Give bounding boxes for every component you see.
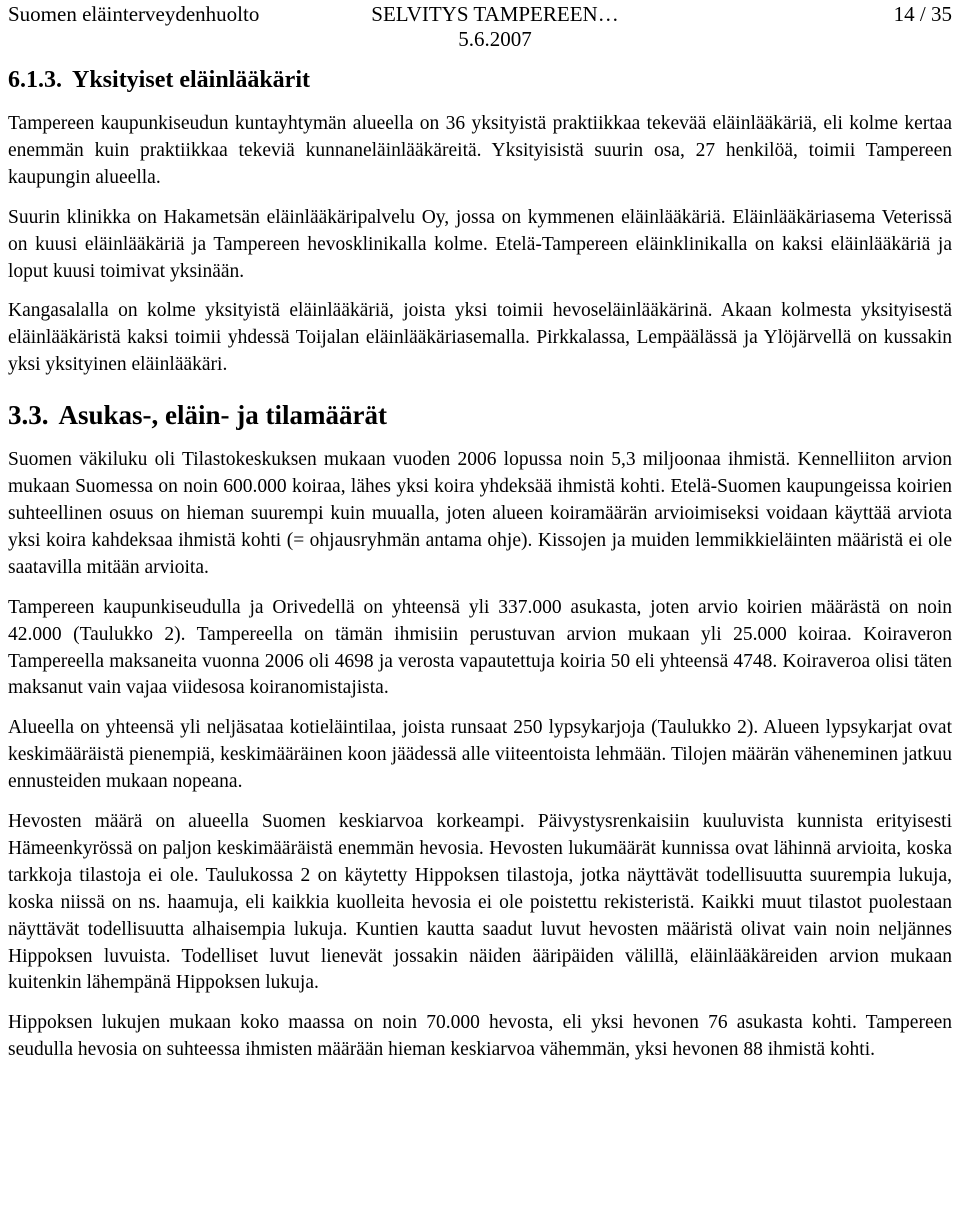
paragraph: Suurin klinikka on Hakametsän eläinlääkäripalvelu Oy, jossa on kymmenen eläinlääkäriä. Eläinlääkäriasema Veterissä on kuusi eläinlääkäriä ja Tampereen hevosklinikalla kolme. Etelä-Tampereen eläinklinikalla on kaksi eläinlääkäriä ja loput kuusi toimivat yksinään. [8, 206, 952, 282]
paragraph: Suomen väkiluku oli Tilastokeskuksen mukaan vuoden 2006 lopussa noin 5,3 miljoonaa ihmistä. Kennelliiton arvion mukaan Suomessa on noin 600.000 koiraa, lähes yksi koira yhdeksää ihmistä kohti. Etelä-Suomen kaupungeissa koirien suhteellinen osuus on hieman suurempi kuin muualla, joten alueen koiramäärän arvioimiseksi voidaan käyttää arviota yksi koira kahdeksaa ihmistä kohti (= ohjausryhmän antama ohje). Kissojen ja muiden lemmikkieläinten määristä ei ole saatavilla mitään arvioita. [8, 449, 952, 578]
paragraph: Tampereen kaupunkiseudun kuntayhtymän alueella on 36 yksityistä praktiikkaa tekevää eläinlääkäriä, eli kolme kertaa enemmän kuin praktiikkaa tekeviä kunnaneläinlääkäreitä. Yksityisistä suurin osa, 27 henkilöä, toimii Tampereen kaupungin alueella. [8, 113, 952, 188]
section-heading-6-1-3 [8, 64, 952, 96]
paragraph: Alueella on yhteensä yli neljäsataa kotieläintilaa, joista runsaat 250 lypsykarjoja (Taulukko 2). Alueen lypsykarjat ovat keskimääräistä pienempiä, keskimääräinen koon jäädessä alle viiteentoista lehmään. Tilojen määrän väheneminen jatkuu ennusteiden mukaan nopeana. [8, 717, 952, 793]
section-heading-3-3 [8, 399, 952, 431]
paragraph: Kangasalalla on kolme yksityistä eläinlääkäriä, joista yksi toimii hevoseläinlääkärinä. Akaan kolmesta yksityisestä eläinlääkäristä kaksi toimii yhdessä Toijalan eläinlääkäriasemalla. Pirkkalassa, Lempäälässä ja Ylöjärvellä on kussakin yksi yksityinen eläinlääkäri. [8, 300, 952, 376]
paragraph: Hippoksen lukujen mukaan koko maassa on noin 70.000 hevosta, eli yksi hevonen 76 asukasta kohti. Tampereen seudulla hevosia on suhteessa ihmisten määrään hieman keskiarvoa vähemmän, yksi hevonen 88 ihmistä kohti. [8, 1012, 952, 1061]
header-report-title: SELVITYS TAMPEREEN… [371, 2, 619, 26]
section-number: 6.1.3. [8, 67, 62, 93]
page-header [8, 0, 952, 60]
paragraph: Tampereen kaupunkiseudulla ja Orivedellä on yhteensä yli 337.000 asukasta, joten arvio koirien määrästä on noin 42.000 (Taulukko 2). Tampereella on tämän ihmisiin perustuvan arvion mukaan yli 25.000 koiraa. Koiraveron Tampereella maksaneita vuonna 2006 oli 4698 ja verosta vapautettuja koiria 50 eli yhteensä 4748. Koiraveroa olisi täten maksanut vain vajaa viidesosa koiranomistajista. [8, 596, 952, 699]
header-organization: Suomen eläinterveydenhuolto [8, 2, 260, 26]
section-title: Asukas-, eläin- ja tilamäärät [58, 400, 387, 431]
section-title: Yksityiset eläinlääkärit [72, 67, 310, 93]
header-page-number: 14 / 35 [893, 2, 952, 26]
header-date: 5.6.2007 [458, 27, 532, 51]
paragraph: Hevosten määrä on alueella Suomen keskiarvoa korkeampi. Päivystysrenkaisiin kuuluvista kunnista erityisesti Hämeenkyrössä on paljon keskimääräistä enemmän hevosia. Hevosten lukumäärät kunnissa ovat lähinnä arvioita, koska tarkkoja tilastoja ei ole. Taulukossa 2 on käytetty Hippoksen tilastoja, jotka näyttävät todellisuutta suurempia lukuja, koska niissä on ns. haamuja, eli kaikkia kuolleita hevosia ei ole poistettu rekisteristä. Kaikki muut tilastot puolestaan näyttävät todellisuutta alhaisempia lukuja. Kuntien kautta saadut luvut hevosten määristä olivat vain noin neljännes Hippoksen luvuista. Todelliset luvut lienevät jossakin näiden ääripäiden välillä, eläinlääkäreiden arvion mukaan kuitenkin lähempänä Hippoksen lukuja. [8, 811, 952, 994]
document-body [8, 64, 952, 1077]
header-report-title-block [355, 2, 635, 52]
section-number: 3.3. [8, 400, 49, 431]
